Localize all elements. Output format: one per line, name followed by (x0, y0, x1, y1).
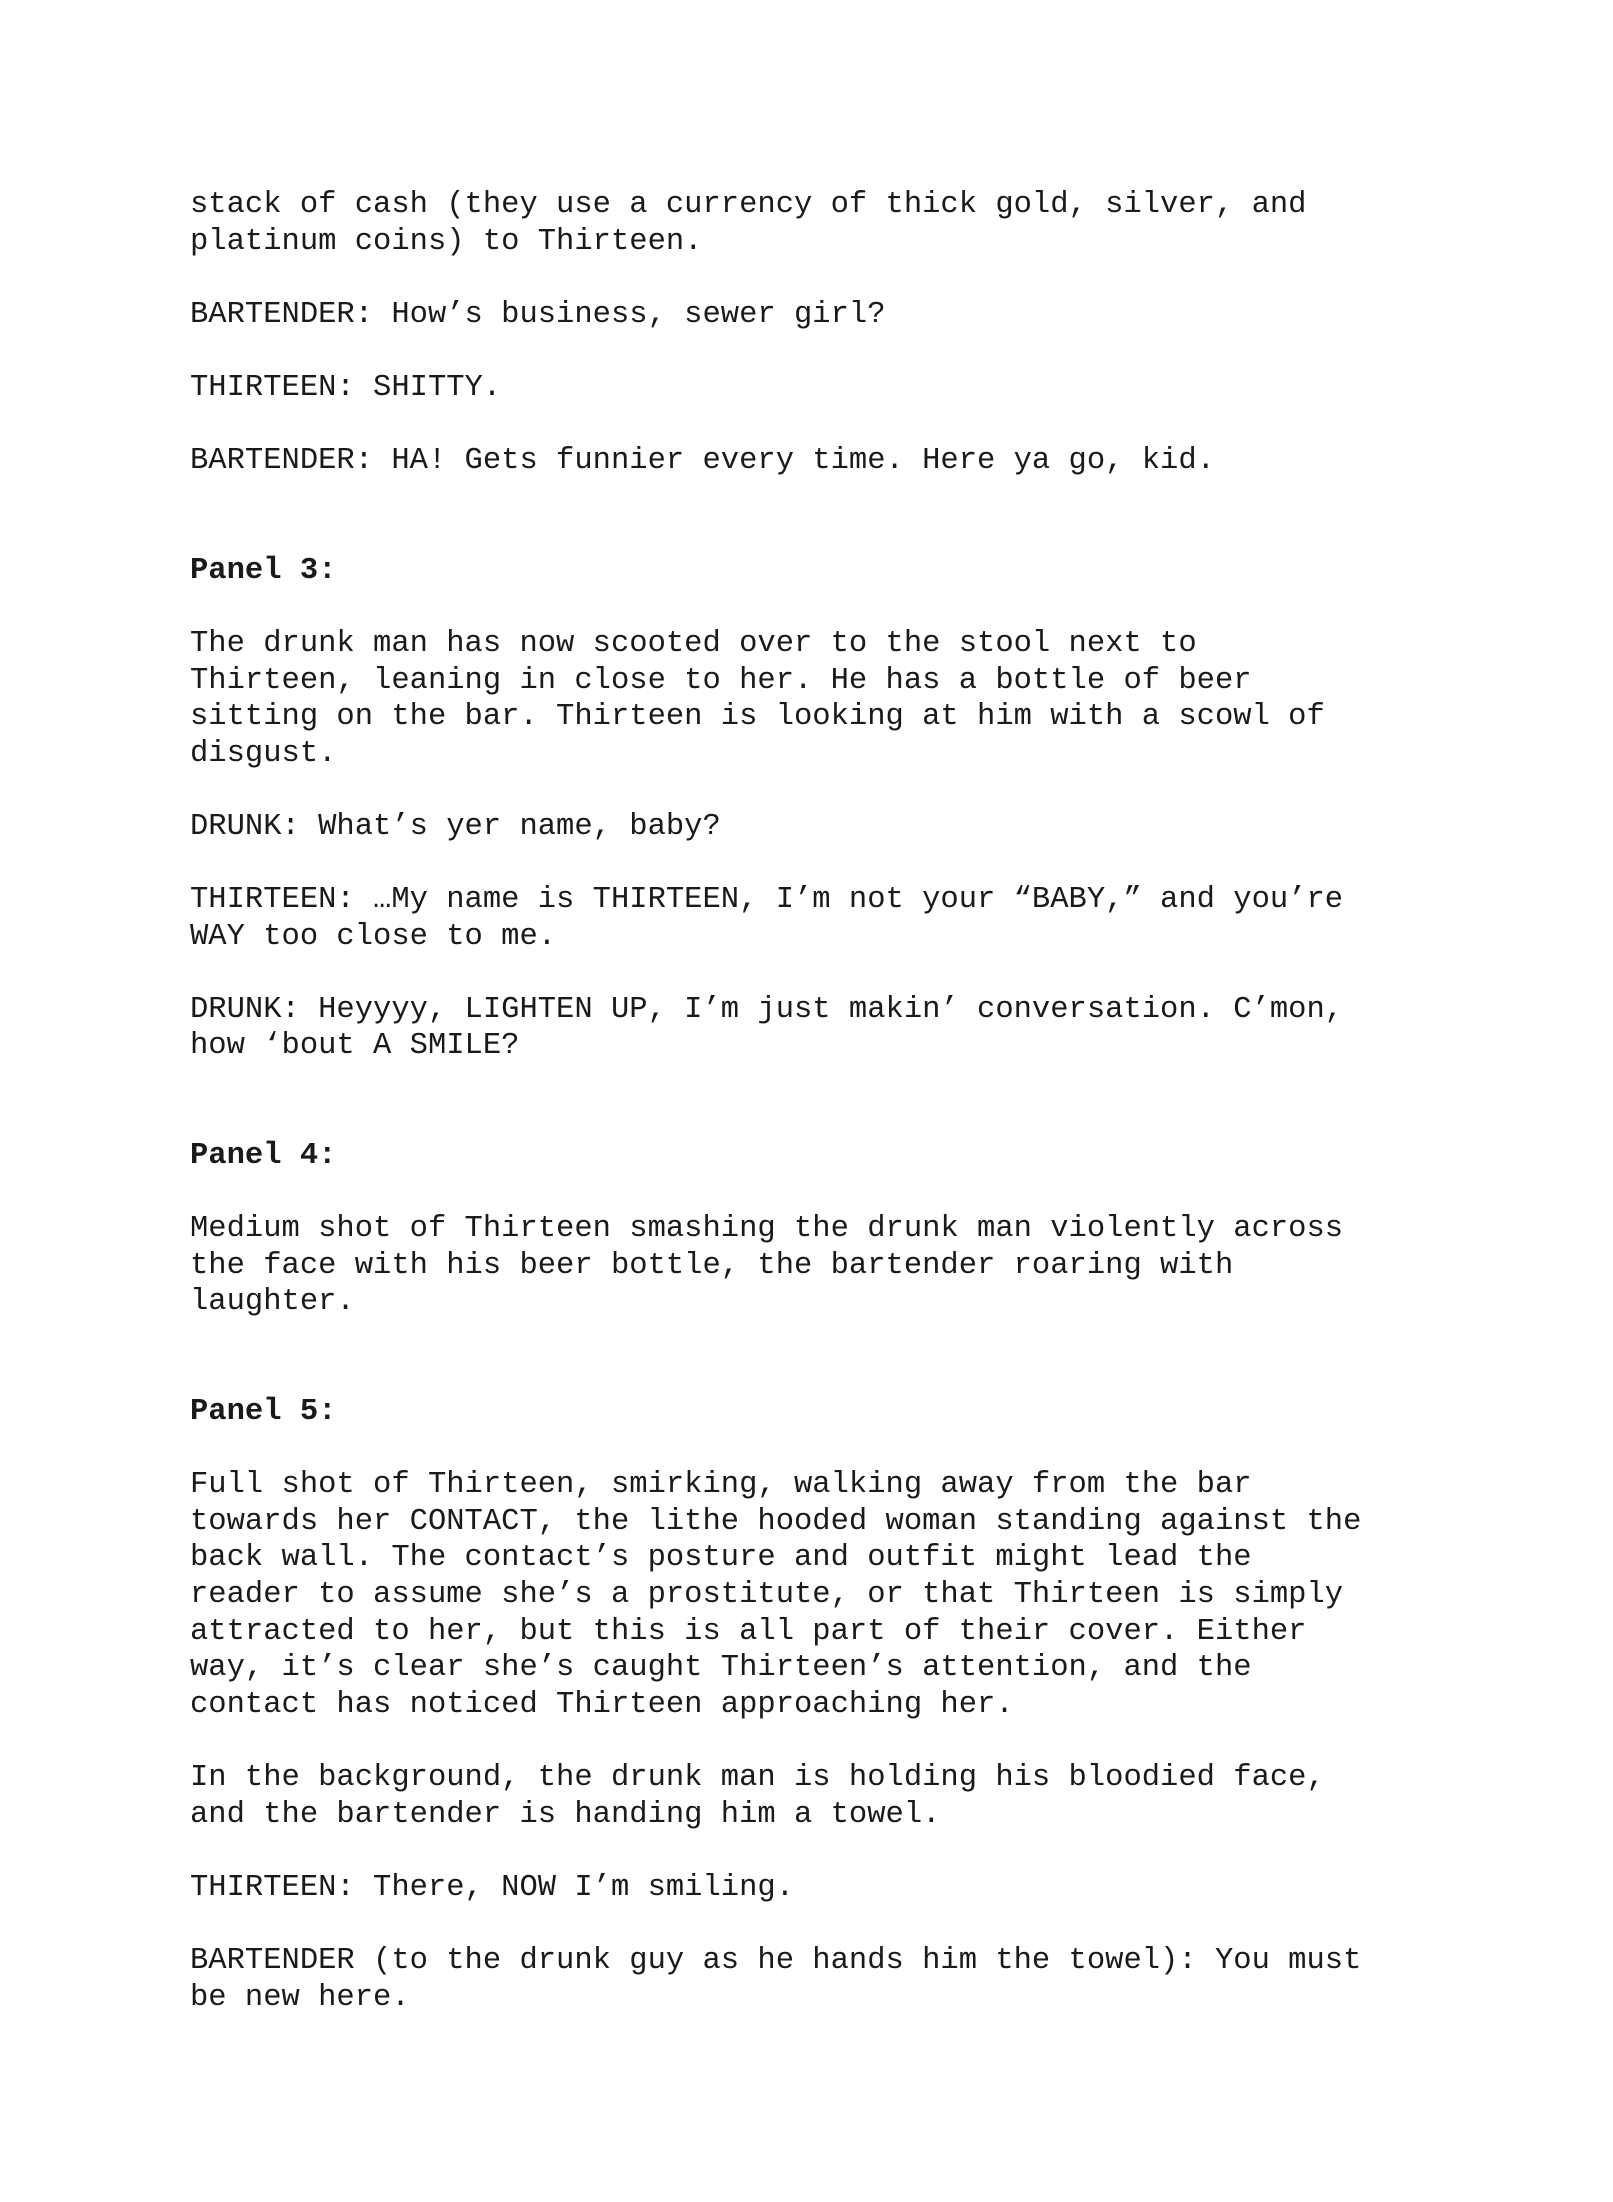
dialogue-line: BARTENDER: How’s business, sewer girl? (190, 297, 886, 332)
action-text: The drunk man has now scooted over to the stool next to Thirteen, leaning in close to her. He has a bottle of beer sitting on the bar. Thirteen is looking at him with a scowl of disgust. (190, 626, 1325, 771)
dialogue-line: DRUNK: Heyyyy, LIGHTEN UP, I’m just makin’ conversation. C’mon, how ‘bout A SMILE? (190, 992, 1344, 1064)
panel-heading: Panel 4: (190, 1139, 337, 1174)
dialogue-line: BARTENDER: HA! Gets funnier every time. Here ya go, kid. (190, 444, 1215, 479)
action-text: Medium shot of Thirteen smashing the drunk man violently across the face with his beer bottle, the bartender roaring with laughter. (190, 1212, 1344, 1320)
action-text: Full shot of Thirteen, smirking, walking away from the bar towards her CONTACT, the lithe hooded woman standing against the back wall. The contact’s posture and outfit might lead the reader to assume she’s a prostitute, or that Thirteen is simply attracted to her, but this is all part of their cover. Either way, it’s clear she’s caught Thirteen’s attention, and the contact has noticed Thirteen approaching her. (190, 1468, 1362, 1722)
dialogue-line: THIRTEEN: There, NOW I’m smiling. (190, 1870, 794, 1905)
panel-heading: Panel 3: (190, 553, 337, 588)
action-text: In the background, the drunk man is holding his bloodied face, and the bartender is handing him a towel. (190, 1760, 1325, 1832)
dialogue-line: DRUNK: What’s yer name, baby? (190, 809, 721, 844)
action-text: stack of cash (they use a currency of thick gold, silver, and platinum coins) to Thirteen. (190, 188, 1307, 259)
dialogue-line: BARTENDER (to the drunk guy as he hands him the towel): You must be new here. (190, 1943, 1362, 2015)
script-body (190, 187, 1440, 2016)
panel-heading: Panel 5: (190, 1395, 337, 1430)
dialogue-line: THIRTEEN: …My name is THIRTEEN, I’m not your “BABY,” and you’re WAY too close to me. (190, 883, 1344, 954)
dialogue-line: THIRTEEN: SHITTY. (190, 370, 502, 405)
